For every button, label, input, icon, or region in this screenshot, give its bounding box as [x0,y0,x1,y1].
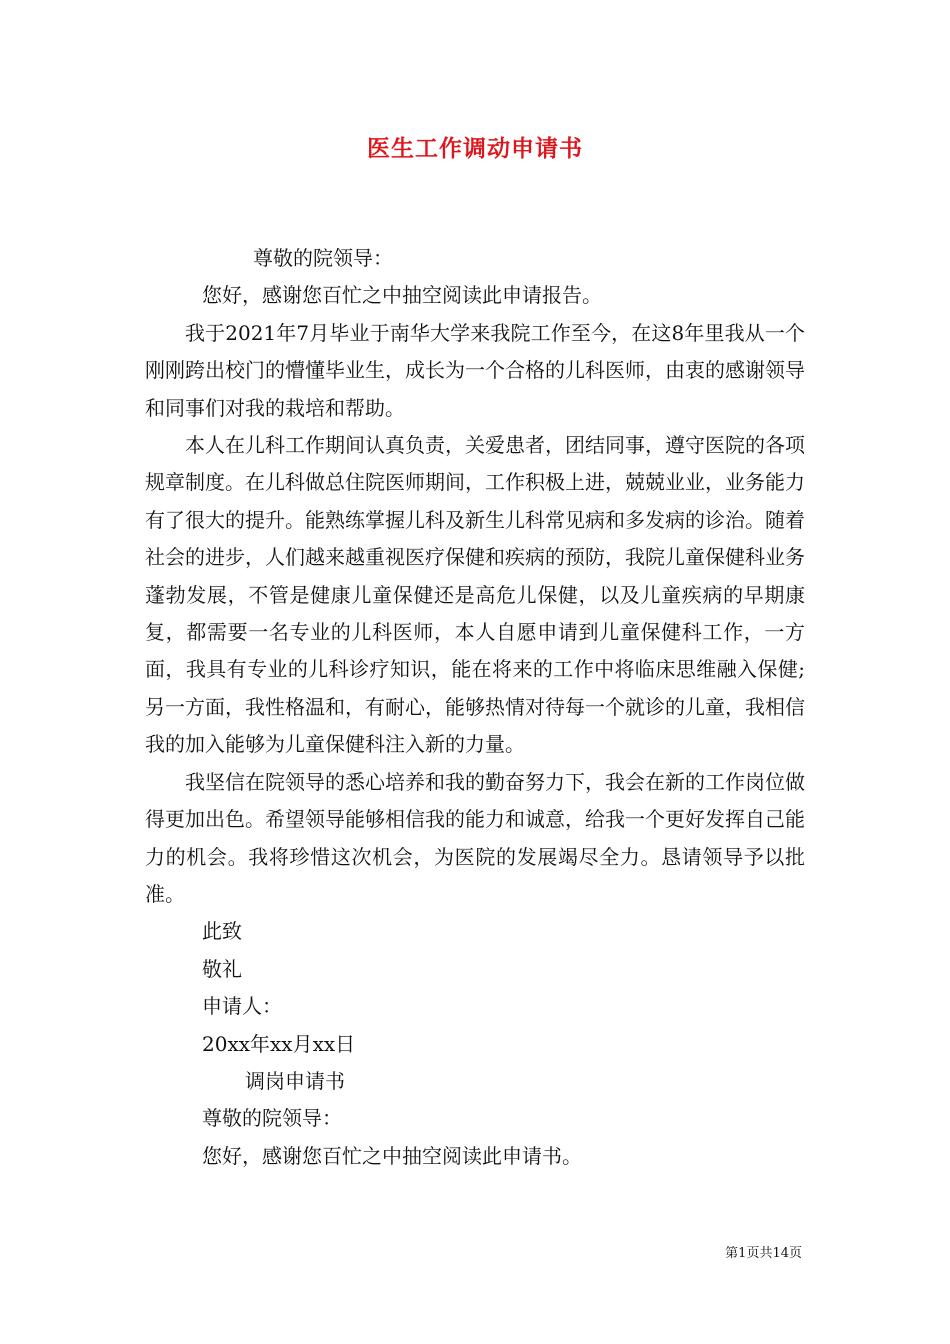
document-body [145,240,805,1175]
second-opening-line: 您好，感谢您百忙之中抽空阅读此申请书。 [202,1143,582,1168]
paragraph-3: 我坚信在院领导的悉心培养和我的勤奋努力下，我会在新的工作岗位做得更加出色。希望领导能够相信我的能力和诚意，给我一个更好发挥自己能力的机会。我将珍惜这次机会，为医院的发展竭尽全力。恳请领导予以批准。 [145,769,805,906]
closing-salutation: 此致 [202,919,242,944]
applicant-label: 申请人： [202,994,282,1019]
second-letter-title: 调岗申请书 [245,1068,345,1093]
opening-line: 您好，感谢您百忙之中抽空阅读此申请报告。 [202,283,602,308]
second-greeting: 尊敬的院领导： [202,1106,342,1131]
date-line: 20xx年xx月xx日 [202,1031,356,1056]
greeting: 尊敬的院领导： [253,246,393,270]
paragraph-1: 我于2021年7月毕业于南华大学来我院工作至今，在这8年里我从一个刚刚跨出校门的懵懂毕业生，成长为一个合格的儿科医师，由衷的感谢领导和同事们对我的栽培和帮助。 [145,320,805,420]
document-title: 医生工作调动申请书 [367,135,583,162]
page-number: 第1页共14页 [725,1246,802,1261]
paragraph-2: 本人在儿科工作期间认真负责，关爱患者，团结同事，遵守医院的各项规章制度。在儿科做总住院医师期间，工作积极上进，兢兢业业，业务能力有了很大的提升。能熟练掌握儿科及新生儿科常见病和多发病的诊治。随着社会的进步，人们越来越重视医疗保健和疾病的预防，我院儿童保健科业务蓬勃发展，不管是健康儿童保健还是高危儿保健，以及儿童疾病的早期康复，都需要一名专业的儿科医师，本人自愿申请到儿童保健科工作，一方面，我具有专业的儿科诊疗知识，能在将来的工作中将临床思维融入保健;另一方面，我性格温和，有耐心，能够热情对待每一个就诊的儿童，我相信我的加入能够为儿童保健科注入新的力量。 [145,433,805,757]
closing-regards: 敬礼 [202,956,242,981]
